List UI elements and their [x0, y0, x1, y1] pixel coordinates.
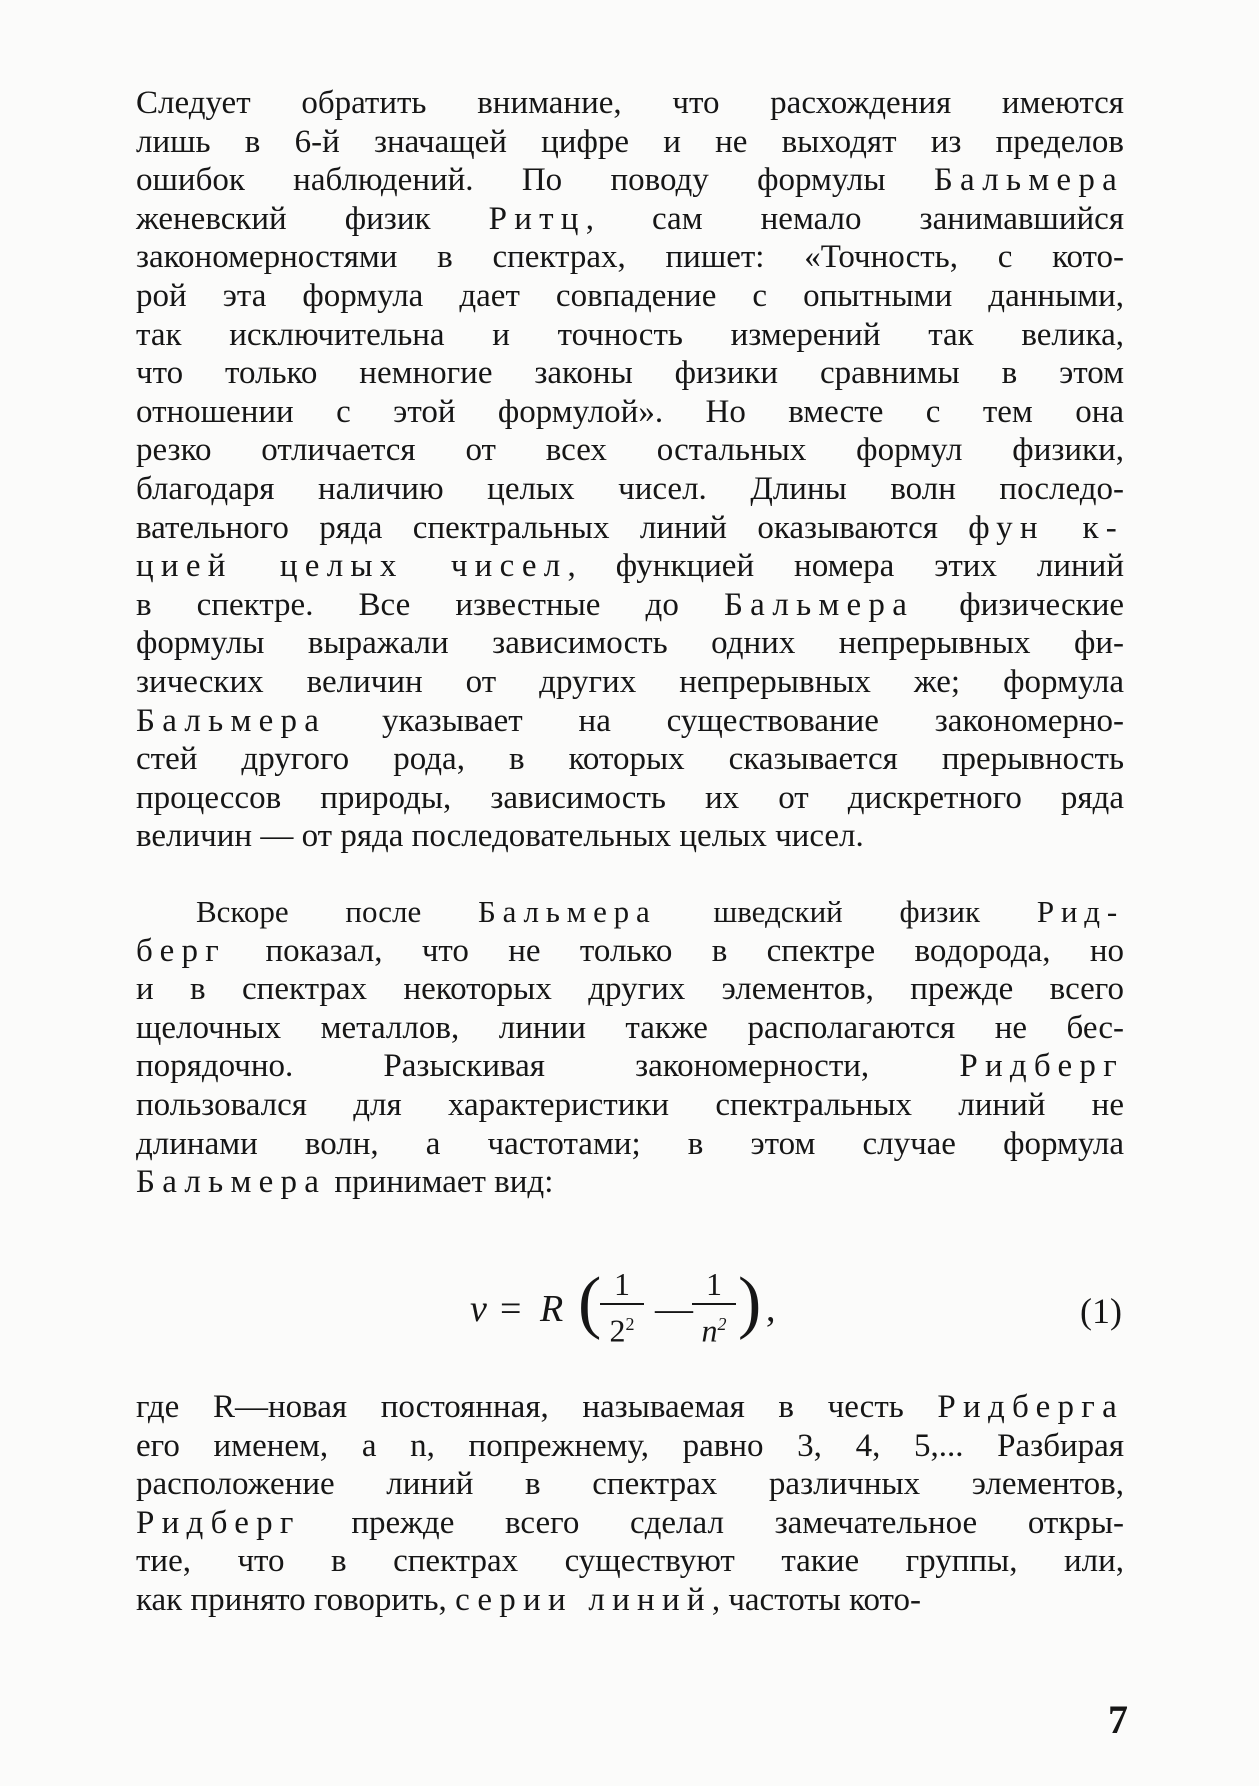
paragraph-1 [136, 84, 1124, 856]
text-line: ошибок наблюдений. По поводу формулы Бальмера [136, 162, 1124, 199]
text-line: порядочно. Разыскивая закономерности, Ридберг [136, 1048, 1124, 1085]
text-line: женевский физик Ритц, сам немало занимавшийся [136, 200, 1124, 237]
balmer-rydberg-formula [470, 1262, 790, 1352]
formula-comma: , [766, 1288, 776, 1330]
text-line: тие, что в спектрах существуют такие группы, или, [136, 1543, 1124, 1580]
fraction-1-numerator: 1 [600, 1265, 644, 1305]
equation-number: (1) [1080, 1291, 1122, 1331]
text-line: щелочных металлов, линии также располагаются не бес- [136, 1009, 1124, 1046]
text-line: Бальмера указывает на существование закономерно- [136, 702, 1124, 739]
paragraph-3 [136, 1388, 1124, 1620]
text-line: величин — от ряда последовательных целых чисел. [136, 818, 864, 855]
text-line: отношении с этой формулой». Но вместе с тем она [136, 393, 1124, 430]
text-line: так исключительна и точность измерений так велика, [136, 316, 1124, 353]
text-line: что только немногие законы физики сравнимы в этом [136, 355, 1124, 392]
text-line: зических величин от других непрерывных же; формула [136, 663, 1124, 700]
text-line: берг показал, что не только в спектре водорода, но [136, 932, 1124, 969]
formula-fraction-1 [600, 1265, 644, 1350]
text-line: Ридберг прежде всего сделал замечательное откры- [136, 1504, 1124, 1541]
paragraph-2 [136, 893, 1124, 1202]
text-line: Бальмера принимает вид: [136, 1164, 554, 1201]
text-line: Следует обратить внимание, что расхождения имеются [136, 85, 1124, 121]
text-line: закономерностями в спектрах, пишет: «Точность, с кото- [136, 239, 1124, 276]
text-line: Вскоре после Бальмера шведский физик Рид- [196, 894, 1124, 929]
formula-fraction-2 [692, 1265, 736, 1350]
fraction-2-numerator: 1 [692, 1265, 736, 1305]
text-line: формулы выражали зависимость одних непрерывных фи- [136, 625, 1124, 662]
text-line: расположение линий в спектрах различных элементов, [136, 1466, 1124, 1503]
formula-equals: = [500, 1288, 522, 1330]
formula-open-paren: ( [578, 1264, 602, 1341]
formula-rydberg-constant: R [540, 1288, 564, 1330]
text-line: благодаря наличию целых чисел. Длины волн последо- [136, 470, 1124, 507]
fraction-1-denominator: $2^2$ [609, 1312, 635, 1349]
text-line: длинами волн, а частотами; в этом случае формула [136, 1125, 1124, 1162]
text-line: и в спектрах некоторых других элементов, прежде всего [136, 971, 1124, 1008]
text-line: процессов природы, зависимость их от дискретного ряда [136, 779, 1124, 816]
formula-close-paren: ) [738, 1264, 762, 1341]
text-line: где R—новая постоянная, называемая в честь Ридберга [136, 1389, 1124, 1425]
text-line: пользовался для характеристики спектральных линий не [136, 1086, 1124, 1123]
text-line: его именем, а n, попрежнему, равно 3, 4, 5,... Разбирая [136, 1427, 1124, 1464]
text-line: лишь в 6-й значащей цифре и не выходят из пределов [136, 123, 1124, 160]
text-line: стей другого рода, в которых сказывается прерывность [136, 741, 1124, 778]
text-line: цией целых чисел, функцией номера этих линий [136, 548, 1125, 585]
fraction-2-denominator: $n^2$ [701, 1312, 727, 1349]
formula-minus: — [655, 1288, 693, 1330]
page-number: 7 [1108, 1697, 1128, 1742]
text-line: в спектре. Все известные до Бальмера физические [136, 586, 1124, 623]
formula-frequency-symbol: v [470, 1288, 487, 1330]
text-line: вательного ряда спектральных линий оказываются фун к- [136, 509, 1124, 546]
text-line: как принято говорить, серии линий, частоты кото- [136, 1581, 921, 1618]
text-line: резко отличается от всех остальных формул физики, [136, 432, 1124, 469]
text-line: рой эта формула дает совпадение с опытными данными, [136, 277, 1124, 314]
